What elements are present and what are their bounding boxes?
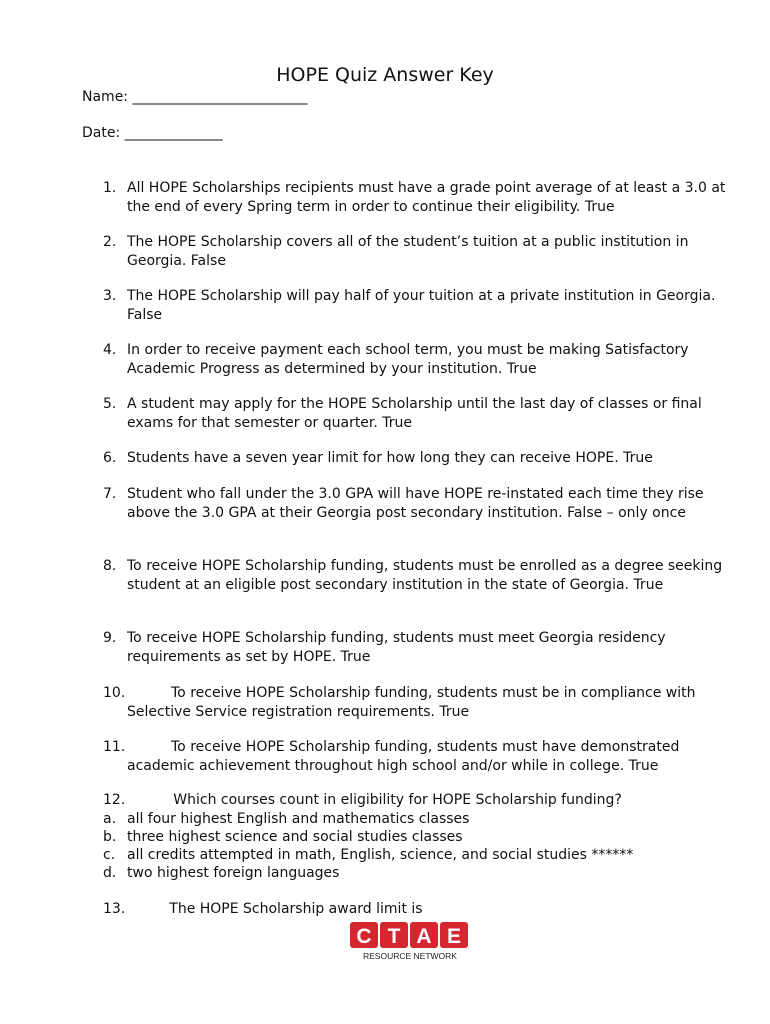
question-number: 3. — [103, 288, 117, 304]
option-b — [103, 828, 463, 847]
question-number: 10. — [103, 685, 126, 701]
option-text: all four highest English and mathematics classes — [127, 811, 470, 827]
option-text: all credits attempted in math, English, science, and social studies ****** — [127, 847, 634, 863]
question-text: The HOPE Scholarship will pay half of your tuition at a private institution in Georgia. False — [127, 288, 716, 323]
page-title: HOPE Quiz Answer Key — [276, 64, 494, 86]
question-9 — [103, 629, 743, 666]
question-text-body: To receive HOPE Scholarship funding, students must have demonstrated academic achievement throughout high school and/or while in college. True — [127, 739, 680, 774]
logo-subtitle: RESOURCE NETWORK — [363, 951, 457, 961]
question-number: 4. — [103, 342, 117, 358]
question-number: 1. — [103, 180, 117, 196]
question-text: In order to receive payment each school term, you must be making Satisfactory Academic Progress as determined by your institution. True — [127, 342, 689, 377]
date-field: Date: ______________ — [82, 125, 223, 141]
question-text: The HOPE Scholarship covers all of the student’s tuition at a public institution in Georgia. False — [127, 234, 689, 269]
question-3 — [103, 287, 743, 324]
question-11 — [103, 738, 743, 775]
question-text — [103, 684, 743, 721]
option-c — [103, 846, 633, 865]
question-number: 8. — [103, 558, 117, 574]
question-text: Which courses count in eligibility for HOPE Scholarship funding? — [173, 792, 622, 808]
question-number: 7. — [103, 486, 117, 502]
question-text — [103, 738, 743, 775]
option-letter: d. — [103, 865, 117, 881]
question-8 — [103, 557, 743, 594]
logo-letter-e: E — [446, 925, 462, 948]
question-text: Students have a seven year limit for how long they can receive HOPE. True — [127, 450, 653, 466]
question-text-body: To receive HOPE Scholarship funding, students must be in compliance with Selective Service registration requirements. True — [127, 685, 696, 720]
question-text: Student who fall under the 3.0 GPA will have HOPE re-instated each time they rise above the 3.0 GPA at their Georgia post secondary institution. False – only once — [127, 486, 704, 521]
option-d — [103, 864, 339, 883]
question-number: 6. — [103, 450, 117, 466]
question-4 — [103, 341, 743, 378]
logo-letter-a: A — [416, 925, 432, 948]
ctae-logo — [348, 920, 472, 964]
option-letter: c. — [103, 847, 116, 863]
question-1 — [103, 179, 743, 216]
question-number: 12. — [103, 792, 126, 808]
question-text: All HOPE Scholarships recipients must have a grade point average of at least a 3.0 at the end of every Spring term in order to continue their eligibility. True — [127, 180, 726, 215]
question-12 — [103, 792, 622, 808]
option-letter: a. — [103, 811, 117, 827]
option-letter: b. — [103, 829, 117, 845]
question-number: 11. — [103, 739, 126, 755]
question-number: 13. — [103, 901, 126, 917]
option-a — [103, 810, 469, 829]
question-6 — [103, 449, 743, 468]
question-text: A student may apply for the HOPE Scholarship until the last day of classes or final exams for that semester or quarter. True — [127, 396, 702, 431]
logo-letter-t: T — [387, 925, 401, 948]
question-text: To receive HOPE Scholarship funding, students must meet Georgia residency requirements as set by HOPE. True — [127, 630, 666, 665]
question-13 — [103, 901, 423, 917]
name-field: Name: _________________________ — [82, 89, 308, 105]
question-text: The HOPE Scholarship award limit is — [169, 901, 423, 917]
option-text: three highest science and social studies classes — [127, 829, 463, 845]
option-text: two highest foreign languages — [127, 865, 340, 881]
logo-letter-c: C — [356, 925, 372, 948]
question-text: To receive HOPE Scholarship funding, students must be enrolled as a degree seeking student at an eligible post secondary institution in the state of Georgia. True — [127, 558, 723, 593]
question-number: 2. — [103, 234, 117, 250]
question-10 — [103, 684, 743, 721]
question-5 — [103, 395, 743, 432]
question-2 — [103, 233, 743, 270]
question-number: 9. — [103, 630, 117, 646]
question-7 — [103, 485, 743, 522]
question-number: 5. — [103, 396, 117, 412]
